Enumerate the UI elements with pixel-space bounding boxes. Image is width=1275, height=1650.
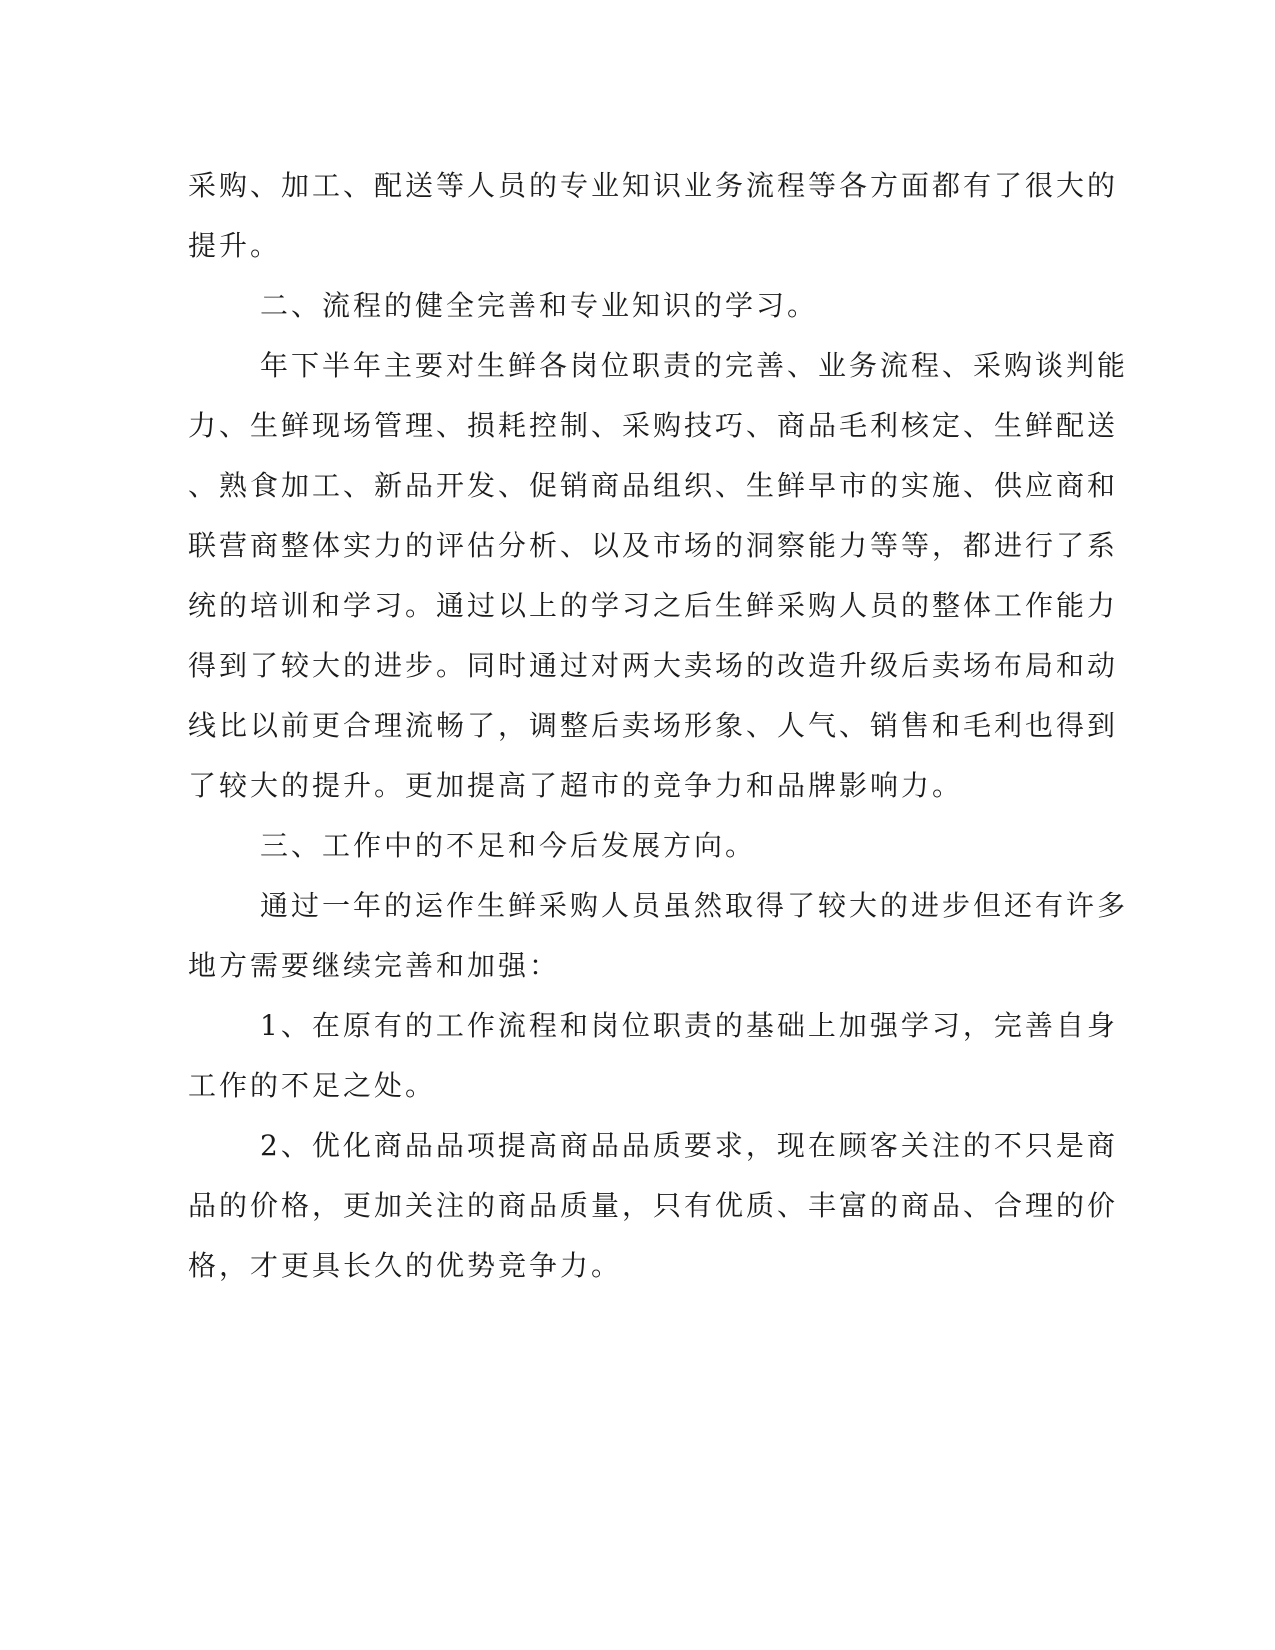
paragraph-line: 地方需要继续完善和加强： xyxy=(188,949,561,982)
paragraph-line: 提升。 xyxy=(188,229,282,262)
document-body xyxy=(188,156,1129,1296)
list-item: 1、在原有的工作流程和岗位职责的基础上加强学习，完善自身 xyxy=(260,1009,1118,1042)
list-item-continuation: 格，才更具长久的优势竞争力。 xyxy=(188,1249,623,1282)
paragraph-line: 了较大的提升。更加提高了超市的竞争力和品牌影响力。 xyxy=(188,769,964,802)
list-item-continuation: 品的价格，更加关注的商品质量，只有优质、丰富的商品、合理的价 xyxy=(188,1189,1119,1222)
paragraph-line: 统的培训和学习。通过以上的学习之后生鲜采购人员的整体工作能力 xyxy=(188,589,1119,622)
paragraph-line: 通过一年的运作生鲜采购人员虽然取得了较大的进步但还有许多 xyxy=(260,889,1129,922)
paragraph-line: 得到了较大的进步。同时通过对两大卖场的改造升级后卖场布局和动 xyxy=(188,649,1119,682)
paragraph-line: 联营商整体实力的评估分析、以及市场的洞察能力等等，都进行了系 xyxy=(188,529,1119,562)
paragraph-line: 线比以前更合理流畅了，调整后卖场形象、人气、销售和毛利也得到 xyxy=(188,709,1119,742)
paragraph-line: 采购、加工、配送等人员的专业知识业务流程等各方面都有了很大的 xyxy=(188,169,1119,202)
list-item-continuation: 工作的不足之处。 xyxy=(188,1069,437,1102)
section-heading: 三、工作中的不足和今后发展方向。 xyxy=(260,829,757,862)
paragraph-line: 年下半年主要对生鲜各岗位职责的完善、业务流程、采购谈判能 xyxy=(260,349,1129,382)
section-heading: 二、流程的健全完善和专业知识的学习。 xyxy=(260,289,819,322)
paragraph-line: 、熟食加工、新品开发、促销商品组织、生鲜早市的实施、供应商和 xyxy=(188,469,1119,502)
list-item: 2、优化商品品项提高商品品质要求，现在顾客关注的不只是商 xyxy=(260,1129,1118,1162)
paragraph-line: 力、生鲜现场管理、损耗控制、采购技巧、商品毛利核定、生鲜配送 xyxy=(188,409,1119,442)
